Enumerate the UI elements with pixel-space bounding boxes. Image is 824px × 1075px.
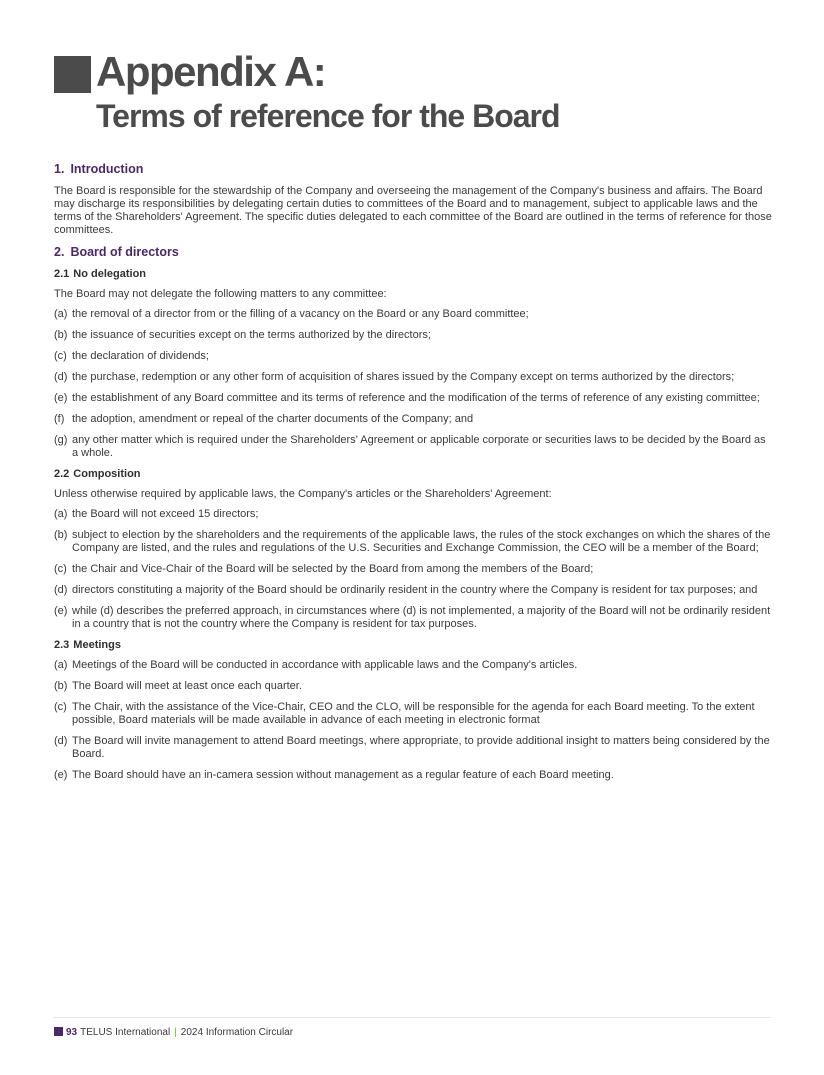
list-item-label: (d) [54, 584, 68, 596]
section-heading-board-of-directors [54, 246, 774, 259]
list-item-text: subject to election by the shareholders and the requirements of the applicable laws, the rules of the stock exchanges on which the shares of the Company are listed, and the rules and regulations of the U.S. Securities and Exchange Commission, the CEO will be a member of the Board; [72, 529, 771, 554]
section-title: Board of directors [70, 245, 179, 259]
list-item [54, 605, 774, 631]
introduction-paragraph: The Board is responsible for the stewardship of the Company and overseeing the management of the Company's business and affairs. The Board may discharge its responsibilities by delegating certain duties to committees of the Board and to management, subject to applicable laws and the terms of the Shareholders' Agreement. The specific duties delegated to each committee of the Board are outlined in the terms of reference for those committees. [54, 185, 772, 236]
list-item-text: while (d) describes the preferred approach, in circumstances where (d) is not implemented, a majority of the Board will not be ordinarily resident in a country that is not the country where the Company is resident for tax purposes. [72, 605, 771, 630]
list-item-label: (d) [54, 735, 68, 747]
list-item-text: the Chair and Vice-Chair of the Board will be selected by the Board from among the members of the Board; [72, 563, 594, 575]
subsection-intro: The Board may not delegate the following matters to any committee: [54, 288, 387, 300]
list-item-label: (g) [54, 434, 68, 446]
list-item-label: (e) [54, 769, 68, 781]
list-item-label: (c) [54, 350, 67, 362]
page-footer [54, 1027, 293, 1038]
footer-separator: | [174, 1027, 177, 1038]
list-item-text: The Board will invite management to attend Board meetings, where appropriate, to provide additional insight to matters being considered by the Board. [72, 735, 770, 760]
subsection-number: 2.2 [54, 468, 70, 480]
list-item [54, 529, 774, 555]
document-body [54, 163, 774, 790]
list-item-text: the Board will not exceed 15 directors; [72, 508, 259, 520]
list-item-label: (a) [54, 659, 68, 671]
list-item [54, 563, 774, 576]
section-number: 1. [54, 162, 65, 176]
list-item [54, 508, 774, 521]
list-item-label: (b) [54, 329, 68, 341]
title-square-icon [54, 56, 91, 93]
list-item-text: the adoption, amendment or repeal of the charter documents of the Company; and [72, 413, 474, 425]
list-item-label: (b) [54, 680, 68, 692]
list-item-text: the declaration of dividends; [72, 350, 209, 362]
list-item-label: (f) [54, 413, 65, 425]
list-item-text: the purchase, redemption or any other form of acquisition of shares issued by the Company except on terms authorized by the directors; [72, 371, 735, 383]
list-item-label: (d) [54, 371, 68, 383]
footer-divider [54, 1017, 771, 1018]
list-item [54, 371, 774, 384]
list-item [54, 659, 774, 672]
list-item-text: the removal of a director from or the filling of a vacancy on the Board or any Board committee; [72, 308, 529, 320]
list-item [54, 350, 774, 363]
subsection-heading-no-delegation [54, 268, 774, 281]
list-item [54, 392, 774, 405]
page-subtitle: Terms of reference for the Board [96, 98, 560, 134]
subsection-number: 2.1 [54, 268, 70, 280]
list-item [54, 769, 774, 782]
subsection-heading-meetings [54, 639, 774, 652]
list-item-label: (a) [54, 508, 68, 520]
section-title: Introduction [70, 162, 144, 176]
list-item-text: The Board should have an in-camera session without management as a regular feature of each Board meeting. [72, 769, 614, 781]
list-item-text: directors constituting a majority of the Board should be ordinarily resident in the country where the Company is resident for tax purposes; and [72, 584, 758, 596]
footer-square-icon [54, 1027, 63, 1036]
footer-company: TELUS International [80, 1027, 171, 1038]
list-item-label: (e) [54, 605, 68, 617]
section-heading-introduction [54, 163, 774, 176]
list-item [54, 735, 774, 761]
subsection-heading-composition [54, 468, 774, 481]
list-item-label: (a) [54, 308, 68, 320]
subsection-title: Meetings [73, 639, 121, 651]
list-item [54, 329, 774, 342]
list-item [54, 308, 774, 321]
list-item-text: any other matter which is required under the Shareholders' Agreement or applicable corporate or securities laws to be decided by the Board as a whole. [72, 434, 766, 459]
list-item-text: the establishment of any Board committee and its terms of reference and the modification of the terms of reference of any existing committee; [72, 392, 760, 404]
list-item-text: Meetings of the Board will be conducted in accordance with applicable laws and the Company's articles. [72, 659, 578, 671]
page-number: 93 [66, 1027, 78, 1038]
list-item [54, 413, 774, 426]
footer-document-title: 2024 Information Circular [180, 1027, 294, 1038]
section-number: 2. [54, 245, 65, 259]
list-item-label: (b) [54, 529, 68, 541]
list-item-text: the issuance of securities except on the terms authorized by the directors; [72, 329, 431, 341]
subsection-intro: Unless otherwise required by applicable laws, the Company's articles or the Shareholders' Agreement: [54, 488, 552, 500]
list-item-text: The Chair, with the assistance of the Vice-Chair, CEO and the CLO, will be responsible for the agenda for each Board meeting. To the extent possible, Board materials will be made available in advance of each meeting in electronic format [72, 701, 755, 726]
list-item [54, 701, 774, 727]
list-item-label: (c) [54, 563, 67, 575]
subsection-number: 2.3 [54, 639, 70, 651]
list-item-label: (c) [54, 701, 67, 713]
list-item-text: The Board will meet at least once each quarter. [72, 680, 302, 692]
subsection-title: No delegation [73, 268, 147, 280]
list-item [54, 434, 774, 460]
page-title: Appendix A: [96, 48, 326, 95]
list-item-label: (e) [54, 392, 68, 404]
list-item [54, 680, 774, 693]
list-item [54, 584, 774, 597]
subsection-title: Composition [73, 468, 141, 480]
